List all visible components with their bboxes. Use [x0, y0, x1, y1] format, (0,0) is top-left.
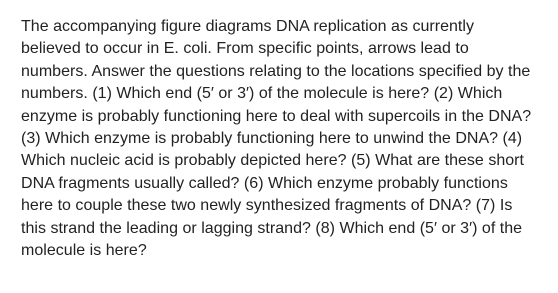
question-text: The accompanying figure diagrams DNA replication as currently believed to occur in E. coli. From specific points, arrows lead to numbers. Answer the questions relating to the locations specified by the numbers. (1) Which end (5′ or 3′) of the molecule is here? (2) Which enzyme is probably functioning here to deal with supercoils in the DNA? (3) Which enzyme is probably functioning here to unwind the DNA? (4) Which nucleic acid is probably depicted here? (5) What are these short DNA fragments usually called? (6) Which enzyme probably functions here to couple these two newly synthesized fragments of DNA? (7) Is this strand the leading or lagging strand? (8) Which end (5′ or 3′) of the molecule is here?	[21, 18, 532, 260]
